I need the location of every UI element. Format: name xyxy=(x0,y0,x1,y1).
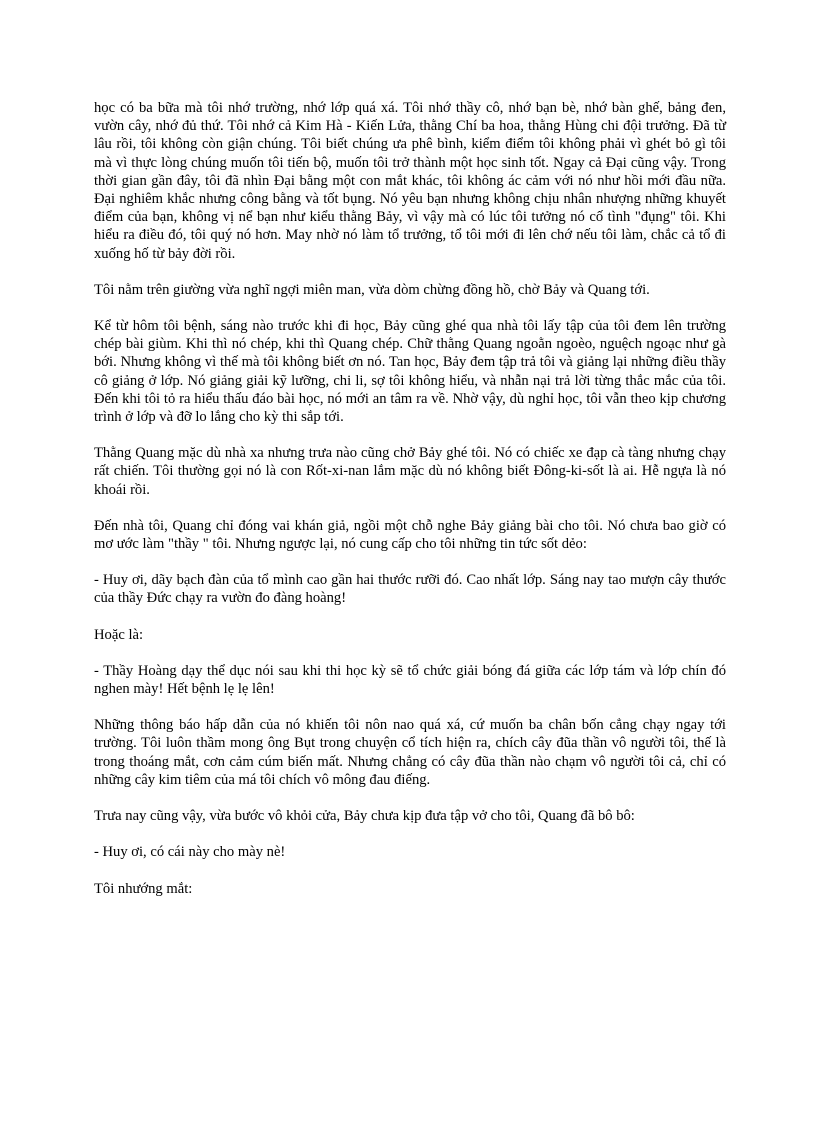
paragraph-1: học có ba bữa mà tôi nhớ trường, nhớ lớp quá xá. Tôi nhớ thầy cô, nhớ bạn bè, nhớ bàn ghế, bảng đen, vườn cây, nhớ đủ thứ. Tôi nhớ cả Kim Hà - Kiến Lửa, thằng Chí ba hoa, thằng Hùng chi đội trưởng. Đã từ lâu rồi, tôi không còn giận chúng. Tôi biết chúng ưa phê bình, kiểm điểm tôi không phải vì ghét bỏ gì tôi mà vì thực lòng chúng muốn tôi tiến bộ, muốn tôi trở thành một học sinh tốt. Ngay cả Đại cũng vậy. Trong thời gian gần đây, tôi đã nhìn Đại bằng một con mắt khác, tôi không ác cảm với nó như hồi mới đầu nữa. Đại nghiêm khắc nhưng công bằng và tốt bụng. Nó yêu bạn nhưng không chịu nhân nhượng những khuyết điểm của bạn, không vị nể bạn như kiểu thằng Bảy, vì vậy mà có lúc tôi tưởng nó cố tình "đụng" tôi. Khi hiểu ra điều đó, tôi quý nó hơn. May nhờ nó làm tổ trưởng, tổ tôi mới đi lên chớ nếu tôi làm, chắc cả tổ đi xuống hố từ bảy đời rồi. xyxy=(94,100,726,262)
paragraph-2: Tôi nằm trên giường vừa nghĩ ngợi miên man, vừa dòm chừng đồng hồ, chờ Bảy và Quang tới. xyxy=(94,281,650,298)
paragraph-9: Những thông báo hấp dẫn của nó khiến tôi nôn nao quá xá, cứ muốn ba chân bốn cẳng chạy ngay tới trường. Tôi luôn thầm mong ông Bụt trong chuyện cổ tích hiện ra, chích cây đũa thần vô người tôi, thế là trong thoáng mắt, cơn cảm cúm biến mất. Nhưng chẳng có cây đũa thần nào chạm vô người tôi cả, chỉ có những cây kim tiêm của má tôi chích vô mông đau điếng. xyxy=(94,717,726,788)
paragraph-7: Hoặc là: xyxy=(94,626,144,643)
paragraph-10: Trưa nay cũng vậy, vừa bước vô khỏi cửa, Bảy chưa kịp đưa tập vở cho tôi, Quang đã bô bô: xyxy=(94,808,635,825)
paragraph-5: Đến nhà tôi, Quang chỉ đóng vai khán giả, ngồi một chỗ nghe Bảy giảng bài cho tôi. Nó chưa bao giờ có mơ ước làm "thầy " tôi. Nhưng ngược lại, nó cung cấp cho tôi những tin tức sốt dẻo: xyxy=(94,517,726,553)
paragraph-4: Thằng Quang mặc dù nhà xa nhưng trưa nào cũng chở Bảy ghé tôi. Nó có chiếc xe đạp cà tàng nhưng chạy rất chiến. Tôi thường gọi nó là con Rốt-xi-nan lắm mặc dù nó không biết Đông-ki-sốt là ai. Hễ ngựa là nó khoái rồi. xyxy=(94,445,726,498)
paragraph-12: Tôi nhướng mắt: xyxy=(94,880,193,897)
document-page xyxy=(94,99,726,916)
paragraph-8: - Thầy Hoàng dạy thể dục nói sau khi thi học kỳ sẽ tổ chức giải bóng đá giữa các lớp tám và lớp chín đó nghen mày! Hết bệnh lẹ lẹ lên! xyxy=(94,662,726,698)
paragraph-6: - Huy ơi, dãy bạch đàn của tổ mình cao gần hai thước rưỡi đó. Cao nhất lớp. Sáng nay tao mượn cây thước của thầy Đức chạy ra vườn đo đàng hoàng! xyxy=(94,572,726,607)
paragraph-3: Kể từ hôm tôi bệnh, sáng nào trước khi đi học, Bảy cũng ghé qua nhà tôi lấy tập của tôi đem lên trường chép bài giùm. Khi thì nó chép, khi thì Quang chép. Chữ thằng Quang ngoằn ngoèo, nguệch ngoạc như gà bới. Nhưng không vì thế mà tôi không biết ơn nó. Tan học, Bảy đem tập trả tôi và giảng lại những điều thầy cô giảng ở lớp. Nó giảng giải kỹ lưỡng, chi li, sợ tôi không hiểu, và nhẫn nại trả lời từng thắc mắc của tôi. Đến khi tôi tỏ ra hiểu thấu đáo bài học, nó mới an tâm ra về. Nhờ vậy, dù nghỉ học, tôi vẫn theo kịp chương trình ở lớp và đỡ lo lắng cho kỳ thi sắp tới. xyxy=(94,318,726,426)
paragraph-11: - Huy ơi, có cái này cho mày nè! xyxy=(94,844,286,861)
